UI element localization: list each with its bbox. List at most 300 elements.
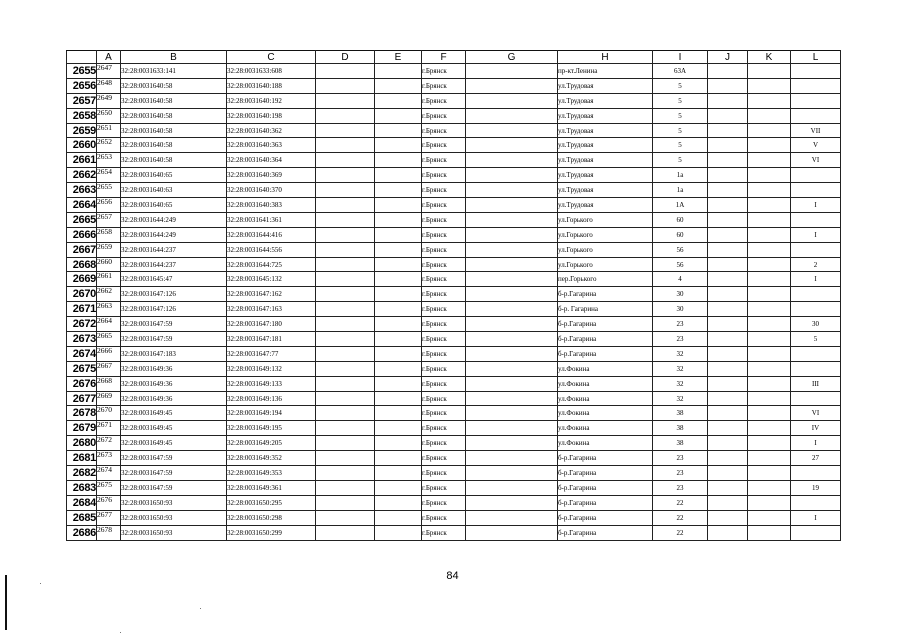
cell-f[interactable]: г.Брянск <box>422 153 466 168</box>
cell-f[interactable]: г.Брянск <box>422 480 466 495</box>
cell-i[interactable]: 5 <box>653 108 708 123</box>
cell-l[interactable] <box>791 183 841 198</box>
cell-a[interactable]: 2651 <box>97 123 121 138</box>
column-header-f[interactable]: F <box>422 51 466 64</box>
cell-e[interactable] <box>375 123 422 138</box>
cell-f[interactable]: г.Брянск <box>422 510 466 525</box>
row-number[interactable]: 2682 <box>67 466 97 481</box>
cell-a[interactable]: 2668 <box>97 376 121 391</box>
cell-h[interactable]: ул.Трудовая <box>558 108 653 123</box>
row-number[interactable]: 2666 <box>67 227 97 242</box>
cell-i[interactable]: 5 <box>653 78 708 93</box>
cell-l[interactable]: I <box>791 436 841 451</box>
cell-c[interactable]: 32:28:0031649:132 <box>227 361 316 376</box>
cell-l[interactable] <box>791 212 841 227</box>
cell-l[interactable]: VI <box>791 406 841 421</box>
cell-e[interactable] <box>375 212 422 227</box>
cell-b[interactable]: 32:28:0031640:58 <box>121 138 227 153</box>
cell-f[interactable]: г.Брянск <box>422 332 466 347</box>
cell-d[interactable] <box>316 317 375 332</box>
cell-h[interactable]: ул.Трудовая <box>558 93 653 108</box>
row-number[interactable]: 2681 <box>67 451 97 466</box>
cell-b[interactable]: 32:28:0031644:249 <box>121 212 227 227</box>
cell-j[interactable] <box>708 153 748 168</box>
cell-h[interactable]: б-р.Гагарина <box>558 317 653 332</box>
cell-k[interactable] <box>748 108 791 123</box>
cell-a[interactable]: 2676 <box>97 495 121 510</box>
cell-h[interactable]: б-р.Гагарина <box>558 525 653 540</box>
cell-k[interactable] <box>748 346 791 361</box>
cell-l[interactable] <box>791 242 841 257</box>
cell-d[interactable] <box>316 123 375 138</box>
cell-h[interactable]: ул.Фокина <box>558 376 653 391</box>
cell-b[interactable]: 32:28:0031644:237 <box>121 257 227 272</box>
row-number[interactable]: 2669 <box>67 272 97 287</box>
cell-a[interactable]: 2663 <box>97 302 121 317</box>
cell-h[interactable]: б-р.Гагарина <box>558 495 653 510</box>
cell-f[interactable]: г.Брянск <box>422 451 466 466</box>
cell-f[interactable]: г.Брянск <box>422 421 466 436</box>
cell-a[interactable]: 2649 <box>97 93 121 108</box>
cell-e[interactable] <box>375 138 422 153</box>
row-number[interactable]: 2665 <box>67 212 97 227</box>
cell-b[interactable]: 32:28:0031649:45 <box>121 421 227 436</box>
cell-a[interactable]: 2661 <box>97 272 121 287</box>
cell-l[interactable] <box>791 346 841 361</box>
cell-k[interactable] <box>748 421 791 436</box>
cell-l[interactable]: 19 <box>791 480 841 495</box>
cell-b[interactable]: 32:28:0031650:93 <box>121 525 227 540</box>
cell-j[interactable] <box>708 123 748 138</box>
cell-a[interactable]: 2666 <box>97 346 121 361</box>
cell-j[interactable] <box>708 93 748 108</box>
cell-b[interactable]: 32:28:0031650:93 <box>121 510 227 525</box>
cell-a[interactable]: 2678 <box>97 525 121 540</box>
cell-j[interactable] <box>708 302 748 317</box>
cell-d[interactable] <box>316 108 375 123</box>
cell-e[interactable] <box>375 198 422 213</box>
cell-g[interactable] <box>466 302 558 317</box>
cell-e[interactable] <box>375 227 422 242</box>
cell-d[interactable] <box>316 93 375 108</box>
cell-g[interactable] <box>466 123 558 138</box>
cell-i[interactable]: 38 <box>653 436 708 451</box>
cell-j[interactable] <box>708 227 748 242</box>
cell-f[interactable]: г.Брянск <box>422 346 466 361</box>
row-number[interactable]: 2674 <box>67 346 97 361</box>
cell-i[interactable]: 1а <box>653 183 708 198</box>
cell-f[interactable]: г.Брянск <box>422 93 466 108</box>
cell-c[interactable]: 32:28:0031647:77 <box>227 346 316 361</box>
cell-g[interactable] <box>466 525 558 540</box>
cell-c[interactable]: 32:28:0031640:192 <box>227 93 316 108</box>
cell-d[interactable] <box>316 287 375 302</box>
cell-k[interactable] <box>748 153 791 168</box>
row-number[interactable]: 2659 <box>67 123 97 138</box>
cell-e[interactable] <box>375 510 422 525</box>
cell-c[interactable]: 32:28:0031649:361 <box>227 480 316 495</box>
cell-j[interactable] <box>708 138 748 153</box>
cell-i[interactable]: 22 <box>653 510 708 525</box>
cell-a[interactable]: 2654 <box>97 168 121 183</box>
cell-g[interactable] <box>466 451 558 466</box>
cell-d[interactable] <box>316 510 375 525</box>
cell-d[interactable] <box>316 406 375 421</box>
cell-i[interactable]: 23 <box>653 480 708 495</box>
column-header-e[interactable]: E <box>375 51 422 64</box>
cell-i[interactable]: 1а <box>653 168 708 183</box>
cell-e[interactable] <box>375 451 422 466</box>
cell-d[interactable] <box>316 376 375 391</box>
cell-g[interactable] <box>466 183 558 198</box>
row-number[interactable]: 2680 <box>67 436 97 451</box>
cell-f[interactable]: г.Брянск <box>422 78 466 93</box>
column-header-i[interactable]: I <box>653 51 708 64</box>
cell-k[interactable] <box>748 466 791 481</box>
cell-d[interactable] <box>316 346 375 361</box>
cell-a[interactable]: 2648 <box>97 78 121 93</box>
cell-b[interactable]: 32:28:0031644:249 <box>121 227 227 242</box>
cell-d[interactable] <box>316 361 375 376</box>
row-number[interactable]: 2670 <box>67 287 97 302</box>
cell-l[interactable]: III <box>791 376 841 391</box>
row-number[interactable]: 2667 <box>67 242 97 257</box>
cell-d[interactable] <box>316 198 375 213</box>
cell-b[interactable]: 32:28:0031640:65 <box>121 168 227 183</box>
cell-i[interactable]: 23 <box>653 466 708 481</box>
cell-k[interactable] <box>748 480 791 495</box>
cell-d[interactable] <box>316 436 375 451</box>
cell-i[interactable]: 5 <box>653 138 708 153</box>
column-header-a[interactable]: A <box>97 51 121 64</box>
cell-h[interactable]: б-р.Гагарина <box>558 451 653 466</box>
cell-k[interactable] <box>748 93 791 108</box>
cell-a[interactable]: 2660 <box>97 257 121 272</box>
cell-f[interactable]: г.Брянск <box>422 212 466 227</box>
cell-d[interactable] <box>316 391 375 406</box>
cell-e[interactable] <box>375 525 422 540</box>
cell-b[interactable]: 32:28:0031647:59 <box>121 317 227 332</box>
cell-j[interactable] <box>708 346 748 361</box>
cell-e[interactable] <box>375 272 422 287</box>
cell-l[interactable] <box>791 287 841 302</box>
cell-d[interactable] <box>316 451 375 466</box>
cell-d[interactable] <box>316 64 375 79</box>
cell-d[interactable] <box>316 138 375 153</box>
row-number[interactable]: 2677 <box>67 391 97 406</box>
cell-i[interactable]: 30 <box>653 287 708 302</box>
cell-l[interactable]: 2 <box>791 257 841 272</box>
cell-k[interactable] <box>748 376 791 391</box>
cell-d[interactable] <box>316 227 375 242</box>
cell-e[interactable] <box>375 332 422 347</box>
cell-e[interactable] <box>375 466 422 481</box>
cell-b[interactable]: 32:28:0031649:36 <box>121 376 227 391</box>
cell-k[interactable] <box>748 391 791 406</box>
row-number[interactable]: 2679 <box>67 421 97 436</box>
cell-k[interactable] <box>748 436 791 451</box>
cell-k[interactable] <box>748 451 791 466</box>
cell-g[interactable] <box>466 510 558 525</box>
cell-g[interactable] <box>466 227 558 242</box>
cell-b[interactable]: 32:28:0031647:59 <box>121 451 227 466</box>
cell-c[interactable]: 32:28:0031647:181 <box>227 332 316 347</box>
row-number[interactable]: 2686 <box>67 525 97 540</box>
cell-i[interactable]: 23 <box>653 451 708 466</box>
cell-i[interactable]: 5 <box>653 123 708 138</box>
cell-a[interactable]: 2662 <box>97 287 121 302</box>
cell-h[interactable]: ул.Трудовая <box>558 78 653 93</box>
cell-e[interactable] <box>375 78 422 93</box>
cell-d[interactable] <box>316 242 375 257</box>
cell-a[interactable]: 2669 <box>97 391 121 406</box>
cell-a[interactable]: 2658 <box>97 227 121 242</box>
cell-h[interactable]: ул.Трудовая <box>558 123 653 138</box>
cell-i[interactable]: 32 <box>653 361 708 376</box>
cell-f[interactable]: г.Брянск <box>422 466 466 481</box>
cell-a[interactable]: 2664 <box>97 317 121 332</box>
row-number[interactable]: 2661 <box>67 153 97 168</box>
cell-i[interactable]: 22 <box>653 525 708 540</box>
cell-e[interactable] <box>375 346 422 361</box>
cell-i[interactable]: 60 <box>653 212 708 227</box>
cell-l[interactable]: 27 <box>791 451 841 466</box>
cell-l[interactable]: VI <box>791 153 841 168</box>
row-number[interactable]: 2657 <box>67 93 97 108</box>
cell-i[interactable]: 38 <box>653 421 708 436</box>
cell-g[interactable] <box>466 168 558 183</box>
cell-d[interactable] <box>316 212 375 227</box>
cell-i[interactable]: 56 <box>653 257 708 272</box>
cell-h[interactable]: ул.Трудовая <box>558 138 653 153</box>
cell-k[interactable] <box>748 123 791 138</box>
cell-d[interactable] <box>316 332 375 347</box>
cell-l[interactable] <box>791 93 841 108</box>
cell-h[interactable]: ул.Фокина <box>558 361 653 376</box>
cell-e[interactable] <box>375 480 422 495</box>
row-number[interactable]: 2662 <box>67 168 97 183</box>
cell-l[interactable] <box>791 64 841 79</box>
row-number[interactable]: 2676 <box>67 376 97 391</box>
cell-k[interactable] <box>748 332 791 347</box>
cell-k[interactable] <box>748 183 791 198</box>
cell-j[interactable] <box>708 272 748 287</box>
cell-b[interactable]: 32:28:0031640:65 <box>121 198 227 213</box>
cell-g[interactable] <box>466 332 558 347</box>
cell-i[interactable]: 22 <box>653 495 708 510</box>
column-header-j[interactable]: J <box>708 51 748 64</box>
cell-c[interactable]: 32:28:0031640:383 <box>227 198 316 213</box>
row-number[interactable]: 2675 <box>67 361 97 376</box>
cell-c[interactable]: 32:28:0031650:295 <box>227 495 316 510</box>
cell-g[interactable] <box>466 198 558 213</box>
cell-h[interactable]: ул.Трудовая <box>558 153 653 168</box>
cell-f[interactable]: г.Брянск <box>422 406 466 421</box>
row-number[interactable]: 2655 <box>67 64 97 79</box>
cell-j[interactable] <box>708 242 748 257</box>
cell-j[interactable] <box>708 466 748 481</box>
cell-i[interactable]: 5 <box>653 153 708 168</box>
cell-b[interactable]: 32:28:0031647:59 <box>121 466 227 481</box>
cell-i[interactable]: 56 <box>653 242 708 257</box>
cell-c[interactable]: 32:28:0031647:163 <box>227 302 316 317</box>
cell-e[interactable] <box>375 361 422 376</box>
cell-g[interactable] <box>466 436 558 451</box>
cell-h[interactable]: ул.Горького <box>558 242 653 257</box>
cell-i[interactable]: 5 <box>653 93 708 108</box>
cell-a[interactable]: 2671 <box>97 421 121 436</box>
cell-c[interactable]: 32:28:0031640:363 <box>227 138 316 153</box>
cell-c[interactable]: 32:28:0031640:198 <box>227 108 316 123</box>
cell-g[interactable] <box>466 287 558 302</box>
cell-c[interactable]: 32:28:0031640:188 <box>227 78 316 93</box>
cell-f[interactable]: г.Брянск <box>422 436 466 451</box>
cell-b[interactable]: 32:28:0031650:93 <box>121 495 227 510</box>
cell-g[interactable] <box>466 93 558 108</box>
cell-b[interactable]: 32:28:0031647:59 <box>121 480 227 495</box>
cell-j[interactable] <box>708 198 748 213</box>
cell-e[interactable] <box>375 242 422 257</box>
row-number[interactable]: 2678 <box>67 406 97 421</box>
cell-h[interactable]: ул.Фокина <box>558 436 653 451</box>
row-number[interactable]: 2668 <box>67 257 97 272</box>
cell-d[interactable] <box>316 480 375 495</box>
cell-c[interactable]: 32:28:0031645:132 <box>227 272 316 287</box>
column-header-b[interactable]: B <box>121 51 227 64</box>
cell-b[interactable]: 32:28:0031640:58 <box>121 108 227 123</box>
column-header-d[interactable]: D <box>316 51 375 64</box>
cell-b[interactable]: 32:28:0031640:58 <box>121 123 227 138</box>
cell-k[interactable] <box>748 227 791 242</box>
cell-l[interactable] <box>791 302 841 317</box>
cell-j[interactable] <box>708 287 748 302</box>
cell-e[interactable] <box>375 376 422 391</box>
cell-h[interactable]: пр-кт.Ленина <box>558 64 653 79</box>
cell-f[interactable]: г.Брянск <box>422 183 466 198</box>
row-number[interactable]: 2672 <box>67 317 97 332</box>
cell-j[interactable] <box>708 108 748 123</box>
cell-c[interactable]: 32:28:0031644:556 <box>227 242 316 257</box>
cell-a[interactable]: 2657 <box>97 212 121 227</box>
cell-e[interactable] <box>375 257 422 272</box>
cell-k[interactable] <box>748 64 791 79</box>
cell-c[interactable]: 32:28:0031640:369 <box>227 168 316 183</box>
cell-b[interactable]: 32:28:0031644:237 <box>121 242 227 257</box>
cell-j[interactable] <box>708 212 748 227</box>
cell-k[interactable] <box>748 257 791 272</box>
cell-k[interactable] <box>748 302 791 317</box>
cell-l[interactable]: 30 <box>791 317 841 332</box>
cell-j[interactable] <box>708 78 748 93</box>
cell-a[interactable]: 2652 <box>97 138 121 153</box>
cell-a[interactable]: 2653 <box>97 153 121 168</box>
cell-g[interactable] <box>466 212 558 227</box>
cell-a[interactable]: 2675 <box>97 480 121 495</box>
cell-c[interactable]: 32:28:0031650:299 <box>227 525 316 540</box>
cell-a[interactable]: 2650 <box>97 108 121 123</box>
cell-a[interactable]: 2656 <box>97 198 121 213</box>
cell-e[interactable] <box>375 287 422 302</box>
column-header-h[interactable]: H <box>558 51 653 64</box>
cell-h[interactable]: б-р.Гагарина <box>558 287 653 302</box>
cell-g[interactable] <box>466 346 558 361</box>
cell-j[interactable] <box>708 421 748 436</box>
cell-l[interactable]: I <box>791 227 841 242</box>
cell-c[interactable]: 32:28:0031640:364 <box>227 153 316 168</box>
cell-k[interactable] <box>748 361 791 376</box>
cell-a[interactable]: 2677 <box>97 510 121 525</box>
cell-a[interactable]: 2670 <box>97 406 121 421</box>
cell-f[interactable]: г.Брянск <box>422 376 466 391</box>
cell-h[interactable]: пер.Горького <box>558 272 653 287</box>
cell-l[interactable] <box>791 168 841 183</box>
cell-h[interactable]: ул.Фокина <box>558 391 653 406</box>
cell-e[interactable] <box>375 317 422 332</box>
cell-c[interactable]: 32:28:0031649:352 <box>227 451 316 466</box>
cell-e[interactable] <box>375 391 422 406</box>
cell-e[interactable] <box>375 421 422 436</box>
cell-a[interactable]: 2673 <box>97 451 121 466</box>
cell-l[interactable]: IV <box>791 421 841 436</box>
cell-b[interactable]: 32:28:0031649:36 <box>121 361 227 376</box>
cell-j[interactable] <box>708 332 748 347</box>
cell-f[interactable]: г.Брянск <box>422 391 466 406</box>
cell-g[interactable] <box>466 391 558 406</box>
row-number[interactable]: 2671 <box>67 302 97 317</box>
cell-k[interactable] <box>748 138 791 153</box>
cell-j[interactable] <box>708 406 748 421</box>
cell-g[interactable] <box>466 108 558 123</box>
cell-a[interactable]: 2674 <box>97 466 121 481</box>
cell-d[interactable] <box>316 302 375 317</box>
cell-k[interactable] <box>748 495 791 510</box>
cell-k[interactable] <box>748 78 791 93</box>
cell-d[interactable] <box>316 78 375 93</box>
cell-f[interactable]: г.Брянск <box>422 495 466 510</box>
column-header-k[interactable]: K <box>748 51 791 64</box>
cell-c[interactable]: 32:28:0031647:180 <box>227 317 316 332</box>
cell-f[interactable]: г.Брянск <box>422 198 466 213</box>
cell-e[interactable] <box>375 153 422 168</box>
cell-j[interactable] <box>708 257 748 272</box>
cell-k[interactable] <box>748 198 791 213</box>
cell-a[interactable]: 2659 <box>97 242 121 257</box>
cell-b[interactable]: 32:28:0031649:45 <box>121 436 227 451</box>
cell-g[interactable] <box>466 138 558 153</box>
cell-g[interactable] <box>466 406 558 421</box>
row-number[interactable]: 2664 <box>67 198 97 213</box>
cell-e[interactable] <box>375 436 422 451</box>
cell-h[interactable]: ул.Горького <box>558 257 653 272</box>
cell-g[interactable] <box>466 78 558 93</box>
row-number[interactable]: 2685 <box>67 510 97 525</box>
cell-h[interactable]: ул.Горького <box>558 227 653 242</box>
cell-c[interactable]: 32:28:0031633:608 <box>227 64 316 79</box>
cell-i[interactable]: 38 <box>653 406 708 421</box>
cell-c[interactable]: 32:28:0031649:205 <box>227 436 316 451</box>
row-number[interactable]: 2683 <box>67 480 97 495</box>
cell-i[interactable]: 30 <box>653 302 708 317</box>
cell-d[interactable] <box>316 421 375 436</box>
cell-l[interactable]: V <box>791 138 841 153</box>
cell-g[interactable] <box>466 257 558 272</box>
cell-l[interactable] <box>791 525 841 540</box>
cell-b[interactable]: 32:28:0031647:59 <box>121 332 227 347</box>
cell-f[interactable]: г.Брянск <box>422 272 466 287</box>
cell-l[interactable] <box>791 108 841 123</box>
cell-l[interactable]: VII <box>791 123 841 138</box>
cell-e[interactable] <box>375 183 422 198</box>
